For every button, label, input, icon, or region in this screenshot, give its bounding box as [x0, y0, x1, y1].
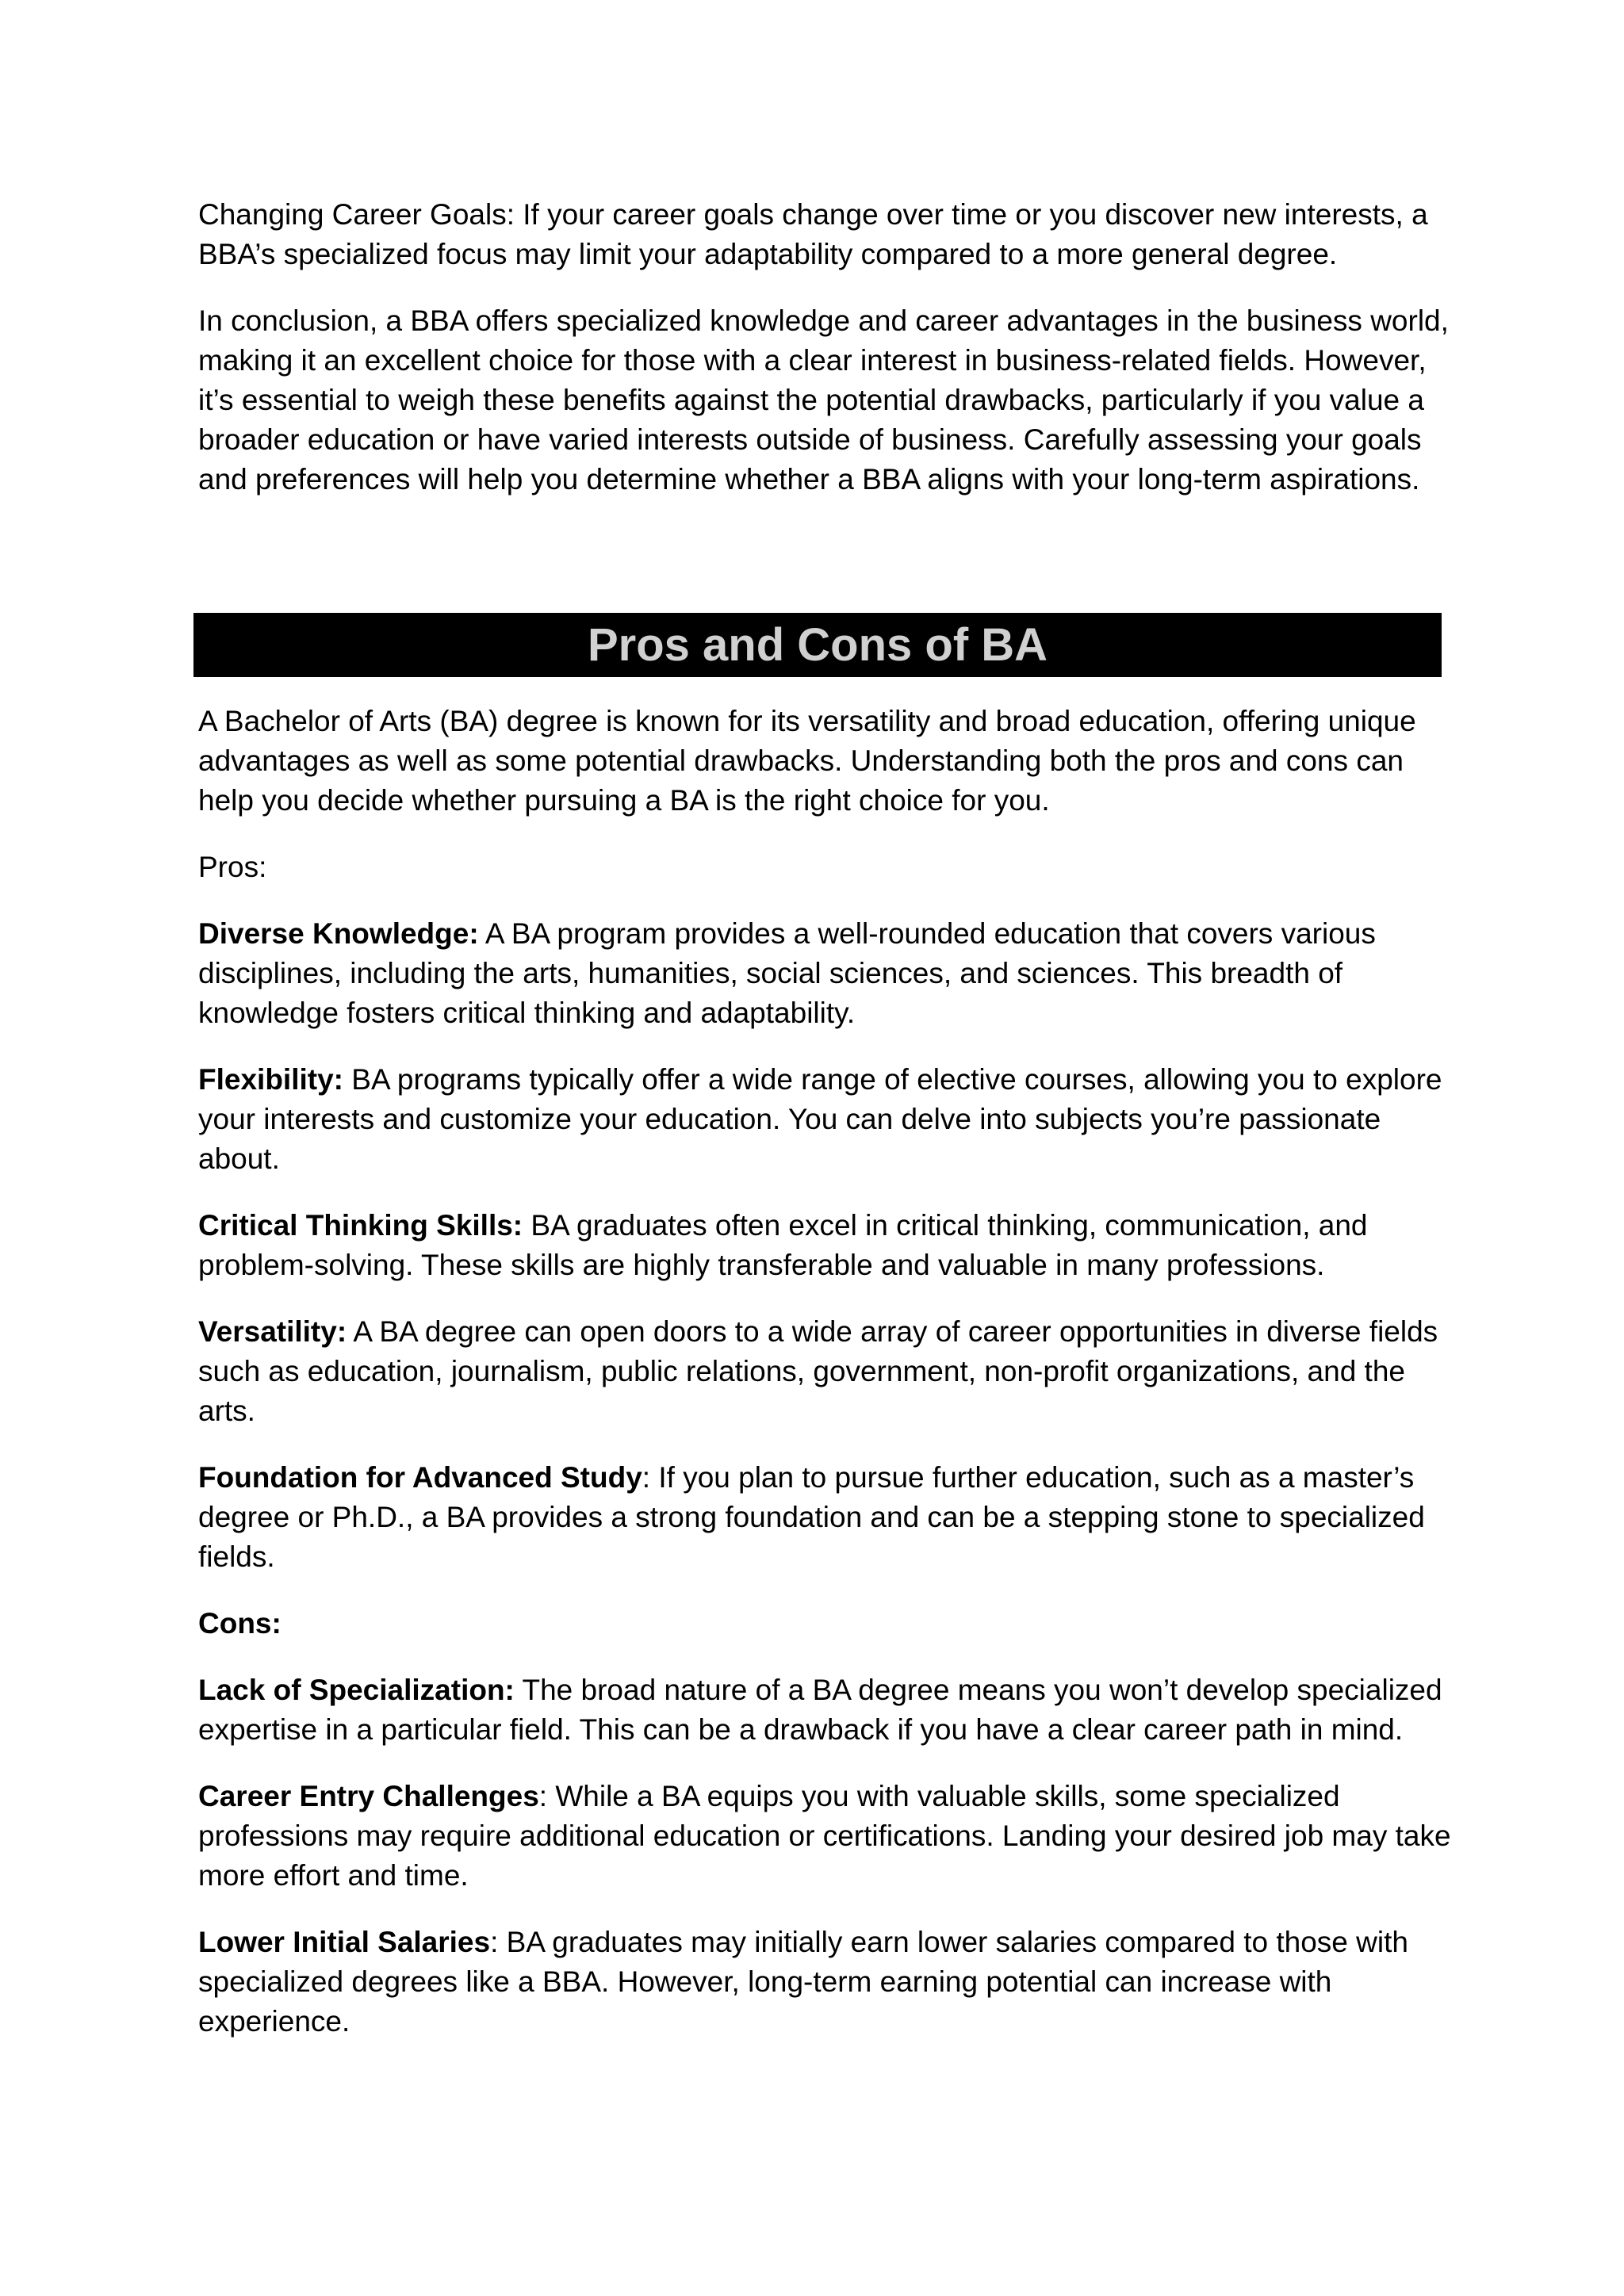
cons-label: Cons:	[198, 1607, 282, 1640]
con-text: BA graduates may initially earn lower salaries compared to those with specialized degrees like a BBA. However, long-term earning potential can increase with experience.	[198, 1926, 1408, 2038]
pro-item	[198, 1060, 1451, 1179]
pro-item: Foundation for Advanced Study: If you plan to pursue further education, such as a master’s degree or Ph.D., a BA provides a strong foundation and can be a stepping stone to specialized fields.	[198, 1461, 1425, 1573]
section-title: Pros and Cons of BA	[587, 619, 1048, 671]
pro-text: A BA program provides a well-rounded education that covers various disciplines, including the arts, humanities, social sciences, and sciences. This breadth of knowledge fosters critical thinking and adaptability.	[198, 917, 1376, 1029]
pro-term: Foundation for Advanced Study	[198, 1461, 642, 1494]
section-banner	[193, 613, 1442, 677]
section-body	[198, 702, 1451, 2068]
pro-term: Critical Thinking Skills:	[198, 1209, 523, 1242]
pro-text: If you plan to pursue further education, such as a master’s degree or Ph.D., a BA provides a strong foundation and can be a stepping stone to specialized fields.	[198, 1461, 1425, 1573]
con-item	[198, 1670, 1451, 1750]
section-intro-paragraph: A Bachelor of Arts (BA) degree is known for its versatility and broad education, offering unique advantages as well as some potential drawbacks. Understanding both the pros and cons can help you decide whether pursuing a BA is the right choice for you.	[198, 705, 1416, 817]
pro-item	[198, 914, 1451, 1033]
con-item: Career Entry Challenges: While a BA equips you with valuable skills, some specialized professions may require additional education or certifications. Landing your desired job may take more effort and time.	[198, 1780, 1451, 1892]
pro-term: Versatility:	[198, 1315, 347, 1348]
conclusion-paragraph: In conclusion, a BBA offers specialized knowledge and career advantages in the business world, making it an excellent choice for those with a clear interest in business-related fields. However, it’s essential to weigh these benefits against the potential drawbacks, particularly if you value a broader education or have varied interests outside of business. Carefully assessing your goals and preferences will help you determine whether a BBA aligns with your long-term aspirations.	[198, 304, 1449, 496]
intro-block	[198, 195, 1451, 526]
pros-label: Pros:	[198, 851, 267, 883]
pro-term: Flexibility:	[198, 1063, 343, 1096]
pro-item	[198, 1312, 1451, 1431]
pro-item	[198, 1206, 1451, 1285]
pro-text: BA graduates often excel in critical thinking, communication, and problem-solving. These skills are highly transferable and valuable in many professions.	[198, 1209, 1368, 1281]
con-text: The broad nature of a BA degree means you won’t develop specialized expertise in a particular field. This can be a drawback if you have a clear career path in mind.	[198, 1674, 1442, 1746]
pro-term: Diverse Knowledge:	[198, 917, 479, 950]
con-text: While a BA equips you with valuable skills, some specialized professions may require additional education or certifications. Landing your desired job may take more effort and time.	[198, 1780, 1451, 1892]
con-term: Career Entry Challenges	[198, 1780, 539, 1812]
con-item: Lower Initial Salaries: BA graduates may initially earn lower salaries compared to those with specialized degrees like a BBA. However, long-term earning potential can increase with experience.	[198, 1926, 1408, 2038]
con-term: Lower Initial Salaries	[198, 1926, 491, 1958]
changing-goals-paragraph: Changing Career Goals: If your career goals change over time or you discover new interests, a BBA’s specialized focus may limit your adaptability compared to a more general degree.	[198, 198, 1428, 270]
con-term: Lack of Specialization:	[198, 1674, 515, 1706]
pro-text: BA programs typically offer a wide range of elective courses, allowing you to explore your interests and customize your education. You can delve into subjects you’re passionate about.	[198, 1063, 1442, 1175]
pro-text: A BA degree can open doors to a wide array of career opportunities in diverse fields such as education, journalism, public relations, government, non-profit organizations, and the arts.	[198, 1315, 1438, 1427]
